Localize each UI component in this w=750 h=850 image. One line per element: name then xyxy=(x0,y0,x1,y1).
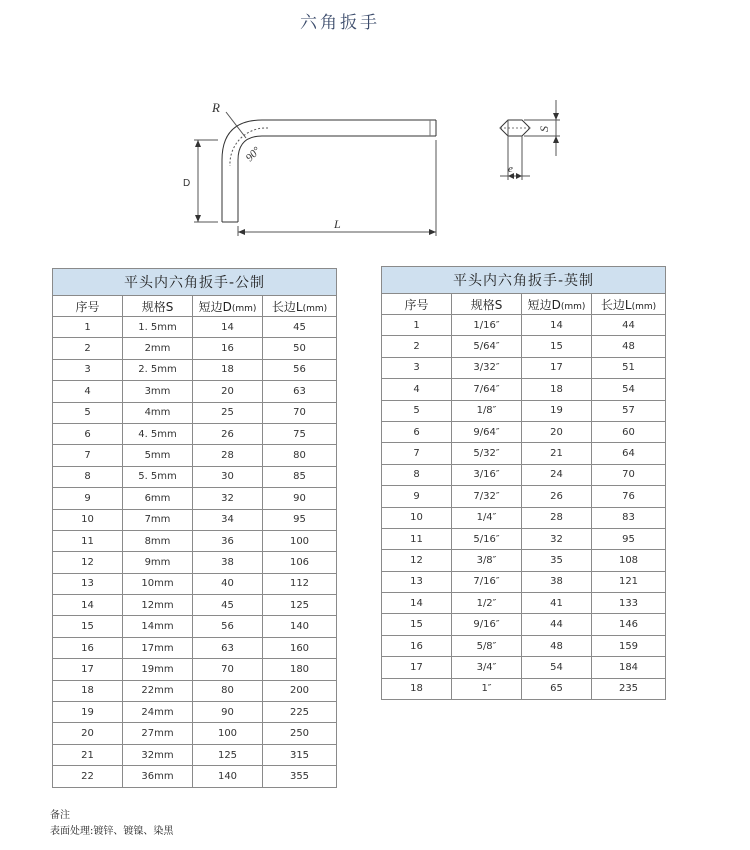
table-row xyxy=(53,573,337,594)
cell-short-d: 140 xyxy=(193,766,263,787)
cell-spec: 2mm xyxy=(123,338,193,359)
table-caption: 平头内六角扳手-公制 xyxy=(53,269,337,296)
cell-no: 20 xyxy=(53,723,123,744)
table-row xyxy=(53,488,337,509)
cell-long-l: 45 xyxy=(263,317,337,338)
table-row xyxy=(53,402,337,423)
cell-no: 21 xyxy=(53,744,123,765)
cell-spec: 3/16″ xyxy=(452,464,522,485)
table-row xyxy=(53,659,337,680)
cell-no: 19 xyxy=(53,702,123,723)
cell-no: 10 xyxy=(382,507,452,528)
cell-long-l: 184 xyxy=(592,657,666,678)
cell-short-d: 15 xyxy=(522,336,592,357)
cell-short-d: 19 xyxy=(522,400,592,421)
label-l: L xyxy=(334,217,341,231)
cell-no: 11 xyxy=(382,528,452,549)
cell-short-d: 44 xyxy=(522,614,592,635)
cell-long-l: 60 xyxy=(592,421,666,442)
table-row xyxy=(382,678,666,699)
cell-spec: 14mm xyxy=(123,616,193,637)
cell-no: 2 xyxy=(382,336,452,357)
table-row xyxy=(53,509,337,530)
cell-long-l: 225 xyxy=(263,702,337,723)
cell-short-d: 32 xyxy=(522,528,592,549)
cell-no: 9 xyxy=(382,486,452,507)
cell-no: 10 xyxy=(53,509,123,530)
table-caption: 平头内六角扳手-英制 xyxy=(382,267,666,294)
cell-long-l: 83 xyxy=(592,507,666,528)
cell-spec: 1/2″ xyxy=(452,593,522,614)
cell-spec: 24mm xyxy=(123,702,193,723)
table-row xyxy=(53,637,337,658)
cell-spec: 22mm xyxy=(123,680,193,701)
cell-spec: 8mm xyxy=(123,530,193,551)
cell-no: 6 xyxy=(53,423,123,444)
table-row xyxy=(53,744,337,765)
header-no: 序号 xyxy=(53,296,123,317)
cell-spec: 5/8″ xyxy=(452,635,522,656)
cell-short-d: 36 xyxy=(193,530,263,551)
hex-wrench-diagram xyxy=(0,0,750,260)
cell-short-d: 20 xyxy=(522,421,592,442)
cell-spec: 7/64″ xyxy=(452,379,522,400)
imperial-spec-table xyxy=(381,266,666,700)
cell-short-d: 26 xyxy=(193,423,263,444)
cell-long-l: 90 xyxy=(263,488,337,509)
label-e: e xyxy=(508,163,513,175)
label-r: R xyxy=(212,100,220,115)
cell-no: 11 xyxy=(53,530,123,551)
cell-spec: 1/4″ xyxy=(452,507,522,528)
cell-short-d: 28 xyxy=(522,507,592,528)
cell-no: 18 xyxy=(53,680,123,701)
table-row xyxy=(382,486,666,507)
cell-short-d: 14 xyxy=(522,315,592,336)
cell-long-l: 76 xyxy=(592,486,666,507)
cell-long-l: 133 xyxy=(592,593,666,614)
cell-short-d: 65 xyxy=(522,678,592,699)
table-row xyxy=(382,593,666,614)
cell-no: 17 xyxy=(53,659,123,680)
cell-spec: 4. 5mm xyxy=(123,423,193,444)
cell-spec: 12mm xyxy=(123,595,193,616)
table-row xyxy=(53,766,337,787)
table-row xyxy=(382,507,666,528)
cell-spec: 3mm xyxy=(123,381,193,402)
cell-spec: 2. 5mm xyxy=(123,359,193,380)
cell-short-d: 17 xyxy=(522,357,592,378)
table-row xyxy=(53,381,337,402)
table-row xyxy=(53,723,337,744)
cell-short-d: 26 xyxy=(522,486,592,507)
label-d: D xyxy=(183,178,191,189)
header-long: 长边L(mm) xyxy=(263,296,337,317)
metric-spec-table xyxy=(52,268,337,788)
cell-short-d: 30 xyxy=(193,466,263,487)
cell-long-l: 315 xyxy=(263,744,337,765)
cell-spec: 36mm xyxy=(123,766,193,787)
cell-spec: 1″ xyxy=(452,678,522,699)
cell-long-l: 200 xyxy=(263,680,337,701)
cell-no: 1 xyxy=(53,317,123,338)
cell-long-l: 121 xyxy=(592,571,666,592)
cell-long-l: 108 xyxy=(592,550,666,571)
table-row xyxy=(53,317,337,338)
cell-spec: 7/32″ xyxy=(452,486,522,507)
table-row xyxy=(53,359,337,380)
cell-spec: 7/16″ xyxy=(452,571,522,592)
cell-short-d: 34 xyxy=(193,509,263,530)
table-row xyxy=(382,528,666,549)
cell-no: 22 xyxy=(53,766,123,787)
cell-spec: 5/16″ xyxy=(452,528,522,549)
table-row xyxy=(382,421,666,442)
table-row xyxy=(382,657,666,678)
cell-long-l: 70 xyxy=(263,402,337,423)
cell-no: 2 xyxy=(53,338,123,359)
cell-spec: 9mm xyxy=(123,552,193,573)
cell-long-l: 50 xyxy=(263,338,337,359)
cell-long-l: 51 xyxy=(592,357,666,378)
cell-long-l: 355 xyxy=(263,766,337,787)
cell-no: 4 xyxy=(53,381,123,402)
cell-short-d: 21 xyxy=(522,443,592,464)
cell-long-l: 95 xyxy=(263,509,337,530)
cell-short-d: 45 xyxy=(193,595,263,616)
cell-short-d: 63 xyxy=(193,637,263,658)
label-angle: 90° xyxy=(243,144,264,165)
header-short: 短边D(mm) xyxy=(193,296,263,317)
table-row xyxy=(53,680,337,701)
cell-long-l: 70 xyxy=(592,464,666,485)
cell-short-d: 38 xyxy=(193,552,263,573)
cell-no: 14 xyxy=(382,593,452,614)
cell-long-l: 95 xyxy=(592,528,666,549)
cell-no: 4 xyxy=(382,379,452,400)
cell-spec: 1/8″ xyxy=(452,400,522,421)
cell-long-l: 100 xyxy=(263,530,337,551)
cell-spec: 27mm xyxy=(123,723,193,744)
cell-long-l: 235 xyxy=(592,678,666,699)
cell-short-d: 54 xyxy=(522,657,592,678)
cell-spec: 1. 5mm xyxy=(123,317,193,338)
cell-long-l: 125 xyxy=(263,595,337,616)
table-row xyxy=(53,423,337,444)
cell-long-l: 146 xyxy=(592,614,666,635)
cell-short-d: 70 xyxy=(193,659,263,680)
cell-no: 3 xyxy=(382,357,452,378)
header-spec: 规格S xyxy=(123,296,193,317)
cell-short-d: 18 xyxy=(193,359,263,380)
header-short: 短边D(mm) xyxy=(522,294,592,315)
table-row xyxy=(382,614,666,635)
table-row xyxy=(53,466,337,487)
cell-short-d: 25 xyxy=(193,402,263,423)
cell-no: 17 xyxy=(382,657,452,678)
cell-short-d: 41 xyxy=(522,593,592,614)
label-s: S xyxy=(537,126,551,132)
cell-no: 14 xyxy=(53,595,123,616)
cell-no: 9 xyxy=(53,488,123,509)
cell-no: 6 xyxy=(382,421,452,442)
cell-no: 7 xyxy=(382,443,452,464)
cell-spec: 5mm xyxy=(123,445,193,466)
cell-long-l: 54 xyxy=(592,379,666,400)
cell-short-d: 100 xyxy=(193,723,263,744)
notes-text: 表面处理:镀锌、镀镍、染黑 xyxy=(50,826,174,837)
cell-short-d: 40 xyxy=(193,573,263,594)
cell-short-d: 20 xyxy=(193,381,263,402)
cell-long-l: 250 xyxy=(263,723,337,744)
header-no: 序号 xyxy=(382,294,452,315)
cell-short-d: 80 xyxy=(193,680,263,701)
page-title: 六角扳手 xyxy=(300,13,380,33)
table-row xyxy=(53,445,337,466)
cell-long-l: 44 xyxy=(592,315,666,336)
table-row xyxy=(382,443,666,464)
cell-long-l: 57 xyxy=(592,400,666,421)
cell-spec: 5. 5mm xyxy=(123,466,193,487)
cell-no: 15 xyxy=(382,614,452,635)
table-row xyxy=(53,702,337,723)
cell-short-d: 35 xyxy=(522,550,592,571)
table-row xyxy=(53,616,337,637)
cell-spec: 3/4″ xyxy=(452,657,522,678)
cell-no: 13 xyxy=(382,571,452,592)
table-row xyxy=(382,379,666,400)
cell-spec: 1/16″ xyxy=(452,315,522,336)
cell-spec: 7mm xyxy=(123,509,193,530)
cell-long-l: 75 xyxy=(263,423,337,444)
cell-long-l: 180 xyxy=(263,659,337,680)
table-row xyxy=(53,530,337,551)
cell-short-d: 28 xyxy=(193,445,263,466)
cell-short-d: 18 xyxy=(522,379,592,400)
cell-spec: 5/64″ xyxy=(452,336,522,357)
table-row xyxy=(382,336,666,357)
table-row xyxy=(53,338,337,359)
cell-short-d: 90 xyxy=(193,702,263,723)
cell-spec: 19mm xyxy=(123,659,193,680)
cell-spec: 4mm xyxy=(123,402,193,423)
cell-no: 8 xyxy=(53,466,123,487)
cell-long-l: 140 xyxy=(263,616,337,637)
table-row xyxy=(382,550,666,571)
cell-no: 1 xyxy=(382,315,452,336)
cell-short-d: 38 xyxy=(522,571,592,592)
cell-short-d: 24 xyxy=(522,464,592,485)
cell-long-l: 159 xyxy=(592,635,666,656)
cell-spec: 3/8″ xyxy=(452,550,522,571)
table-row xyxy=(382,315,666,336)
table-row xyxy=(382,464,666,485)
cell-spec: 17mm xyxy=(123,637,193,658)
table-row xyxy=(382,400,666,421)
cell-no: 5 xyxy=(382,400,452,421)
cell-spec: 6mm xyxy=(123,488,193,509)
cell-no: 18 xyxy=(382,678,452,699)
cell-no: 15 xyxy=(53,616,123,637)
table-row xyxy=(53,552,337,573)
cell-spec: 10mm xyxy=(123,573,193,594)
cell-no: 16 xyxy=(53,637,123,658)
cell-short-d: 16 xyxy=(193,338,263,359)
cell-no: 12 xyxy=(53,552,123,573)
notes-heading: 备注 xyxy=(50,810,70,821)
cell-spec: 9/16″ xyxy=(452,614,522,635)
cell-long-l: 64 xyxy=(592,443,666,464)
cell-no: 7 xyxy=(53,445,123,466)
cell-short-d: 32 xyxy=(193,488,263,509)
cell-no: 3 xyxy=(53,359,123,380)
cell-spec: 32mm xyxy=(123,744,193,765)
cell-long-l: 48 xyxy=(592,336,666,357)
cell-no: 12 xyxy=(382,550,452,571)
cell-long-l: 63 xyxy=(263,381,337,402)
cell-no: 13 xyxy=(53,573,123,594)
cell-long-l: 160 xyxy=(263,637,337,658)
table-row xyxy=(382,635,666,656)
cell-short-d: 48 xyxy=(522,635,592,656)
table-row xyxy=(53,595,337,616)
cell-long-l: 112 xyxy=(263,573,337,594)
cell-no: 5 xyxy=(53,402,123,423)
cell-long-l: 106 xyxy=(263,552,337,573)
cell-no: 8 xyxy=(382,464,452,485)
cell-short-d: 125 xyxy=(193,744,263,765)
cell-long-l: 80 xyxy=(263,445,337,466)
cell-no: 16 xyxy=(382,635,452,656)
cell-spec: 9/64″ xyxy=(452,421,522,442)
cell-short-d: 14 xyxy=(193,317,263,338)
cell-long-l: 56 xyxy=(263,359,337,380)
header-long: 长边L(mm) xyxy=(592,294,666,315)
table-row xyxy=(382,357,666,378)
cell-spec: 5/32″ xyxy=(452,443,522,464)
cell-short-d: 56 xyxy=(193,616,263,637)
table-row xyxy=(382,571,666,592)
header-spec: 规格S xyxy=(452,294,522,315)
cell-spec: 3/32″ xyxy=(452,357,522,378)
cell-long-l: 85 xyxy=(263,466,337,487)
